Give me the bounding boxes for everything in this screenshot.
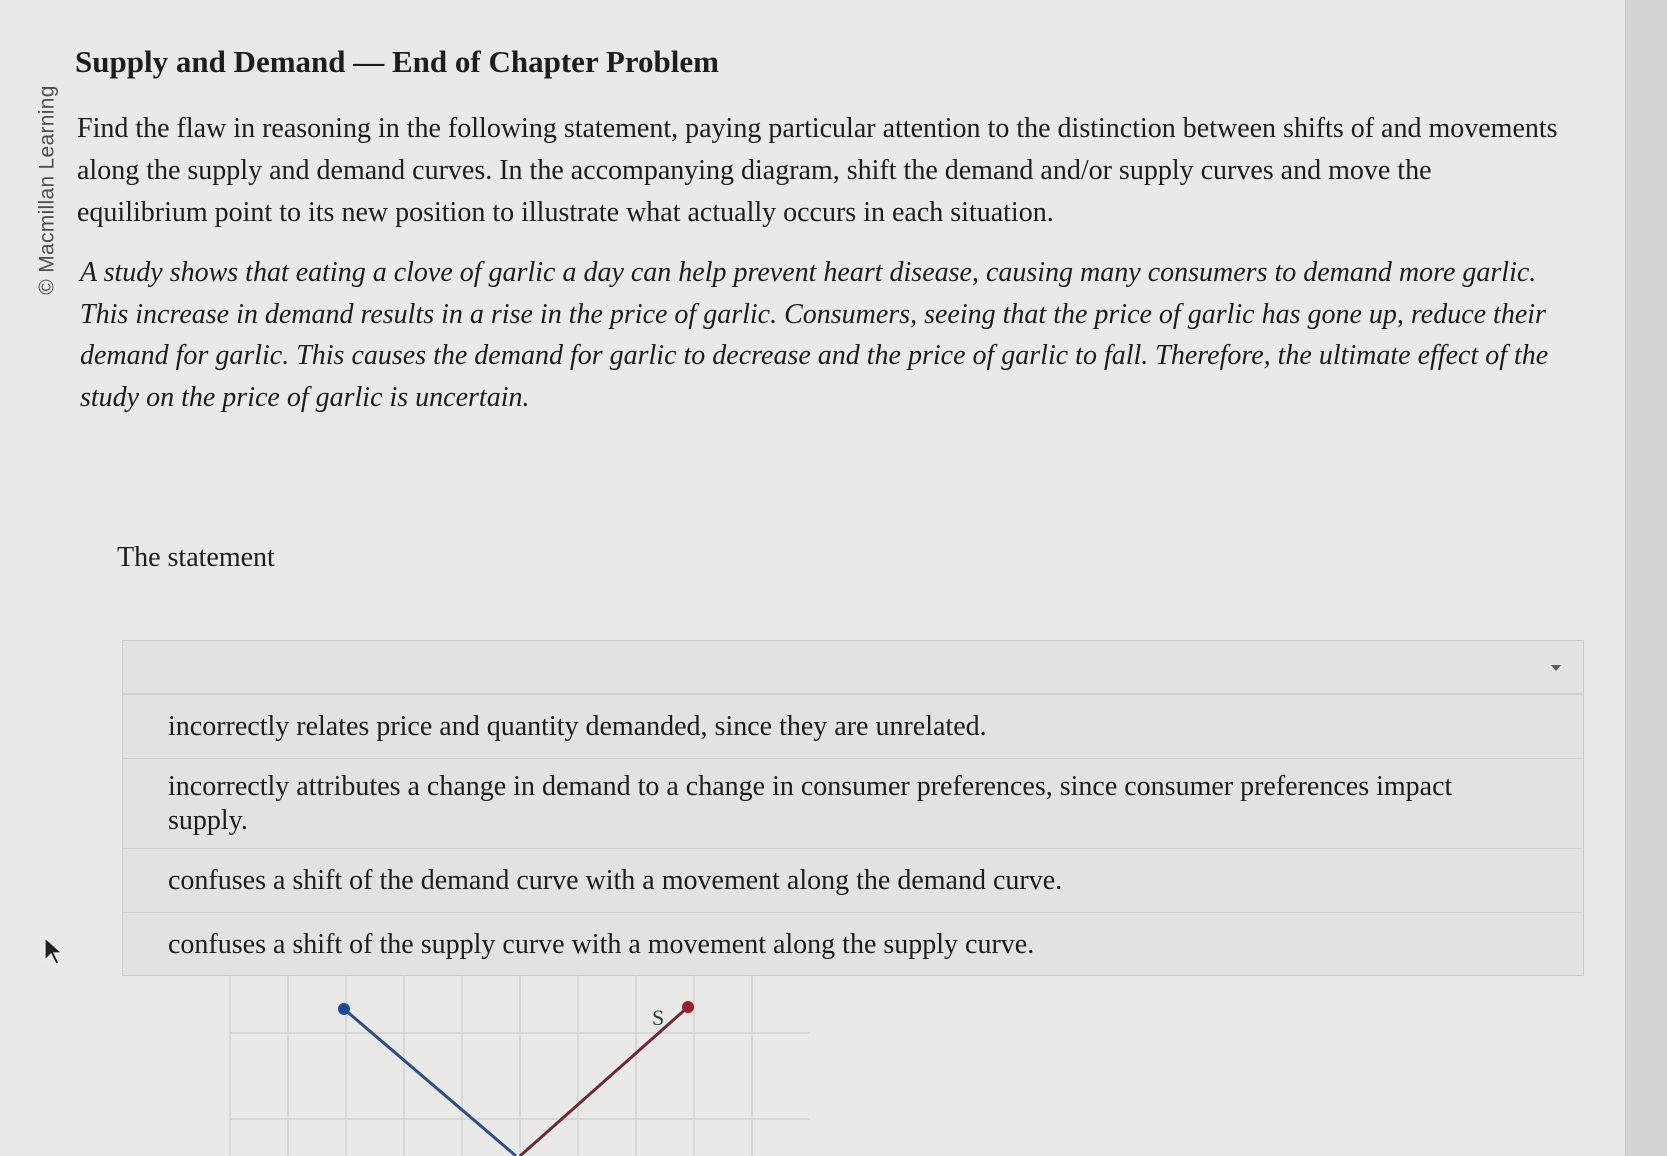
demand-curve[interactable]: [344, 1009, 516, 1156]
dropdown-option[interactable]: [123, 758, 1583, 848]
pointer-cursor-icon: [43, 936, 67, 966]
demand-curve-handle[interactable]: [338, 1003, 350, 1015]
graph-grid: [230, 975, 810, 1156]
supply-curve-label: S: [652, 1005, 665, 1030]
dropdown-option[interactable]: [123, 848, 1583, 912]
supply-curve-handle[interactable]: [682, 1001, 694, 1013]
dropdown-option-label: confuses a shift of the demand curve with a movement along the demand curve.: [168, 864, 1063, 896]
dropdown-selected-field[interactable]: [123, 641, 1583, 694]
supply-demand-graph[interactable]: [220, 975, 810, 1156]
dropdown-option-label: incorrectly attributes a change in demand to a change in consumer preferences, since consumer preferences impact supply.: [168, 770, 1453, 836]
dropdown-option-label: incorrectly relates price and quantity demanded, since they are unrelated.: [168, 710, 987, 742]
question-prompt: The statement: [117, 542, 275, 573]
instructions-text: Find the flaw in reasoning in the following statement, paying particular attention to the distinction between shifts of and movements along the supply and demand curves. In the accompanying diagram, shift the demand and/or supply curves and move the equilibrium point to its new position to illustrate what actually occurs in each situation.: [77, 113, 1558, 228]
dropdown-option-label: confuses a shift of the supply curve with a movement along the supply curve.: [168, 928, 1035, 960]
page-title: Supply and Demand — End of Chapter Problem: [75, 44, 719, 79]
dropdown-option[interactable]: [123, 912, 1583, 976]
problem-statement: A study shows that eating a clove of garlic a day can help prevent heart disease, causing many consumers to demand more garlic. This increase in demand results in a rise in the price of garlic. Consumers, seeing that the price of garlic has gone up, reduce their demand for garlic. This causes the demand for garlic to decrease and the price of garlic to fall. Therefore, the ultimate effect of the study on the price of garlic is uncertain.: [80, 257, 1549, 413]
chevron-down-icon[interactable]: [1551, 665, 1561, 671]
copyright-watermark: [30, 65, 66, 315]
watermark-text: © Macmillan Learning: [36, 85, 59, 295]
answer-dropdown[interactable]: [122, 640, 1584, 976]
dropdown-option[interactable]: [123, 694, 1583, 758]
